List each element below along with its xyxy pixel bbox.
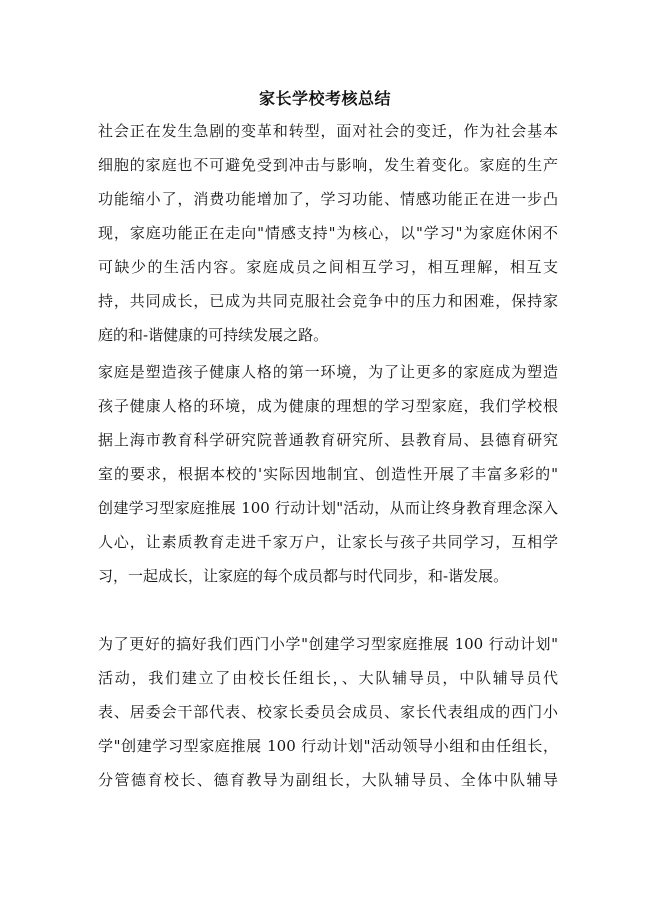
paragraph-line: 现，家庭功能正在走向"情感支持"为核心，以"学习"为家庭休闲不 (98, 224, 558, 242)
paragraph-line: 表、居委会干部代表、校家长委员会成员、家长代表组成的西门小 (98, 703, 558, 721)
document-title: 家长学校考核总结 (258, 89, 391, 108)
paragraph-line: 为了更好的搞好我们西门小学"创建学习型家庭推展 100 行动计划" (98, 635, 558, 653)
paragraph-line: 室的要求，根据本校的'实际因地制宜、创造性开展了丰富多彩的" (98, 465, 558, 483)
paragraph-3 (98, 627, 558, 797)
paragraph-line: 持，共同成长，已成为共同克服社会竞争中的压力和困难，保持家 (98, 292, 558, 310)
paragraph-line: 孩子健康人格的环境，成为健康的理想的学习型家庭，我们学校根 (98, 397, 558, 415)
paragraph-2 (98, 355, 558, 593)
paragraph-line: 功能缩小了，消费功能增加了，学习功能、情感功能正在进一步凸 (98, 190, 558, 208)
paragraph-line: 学"创建学习型家庭推展 100 行动计划"活动领导小组和由任组长， (98, 737, 558, 755)
paragraph-line: 分管德育校长、德育教导为副组长，大队辅导员、全体中队辅导 (98, 771, 558, 789)
paragraph-line: 社会正在发生急剧的变革和转型，面对社会的变迁，作为社会基本 (98, 122, 558, 140)
paragraph-line: 家庭是塑造孩子健康人格的第一环境，为了让更多的家庭成为塑造 (98, 363, 558, 381)
paragraph-line: 细胞的家庭也不可避免受到冲击与影响，发生着变化。家庭的生产 (98, 156, 558, 174)
paragraph-line: 据上海市教育科学研究院普通教育研究所、县教育局、县德育研究 (98, 431, 558, 449)
paragraph-line: 人心，让素质教育走进千家万户，让家长与孩子共同学习，互相学 (98, 533, 558, 551)
paragraph-line: 习，一起成长，让家庭的每个成员都与时代同步，和-谐发展。 (98, 567, 509, 585)
paragraph-line: 创建学习型家庭推展 100 行动计划"活动，从而让终身教育理念深入 (98, 499, 558, 517)
paragraph-line: 活动，我们建立了由校长任组长，、大队辅导员，中队辅导员代 (98, 669, 558, 687)
paragraph-1 (98, 114, 558, 352)
paragraph-line: 可缺少的生活内容。家庭成员之间相互学习，相互理解，相互支 (98, 258, 558, 276)
paragraph-line: 庭的和-谐健康的可持续发展之路。 (98, 326, 329, 344)
